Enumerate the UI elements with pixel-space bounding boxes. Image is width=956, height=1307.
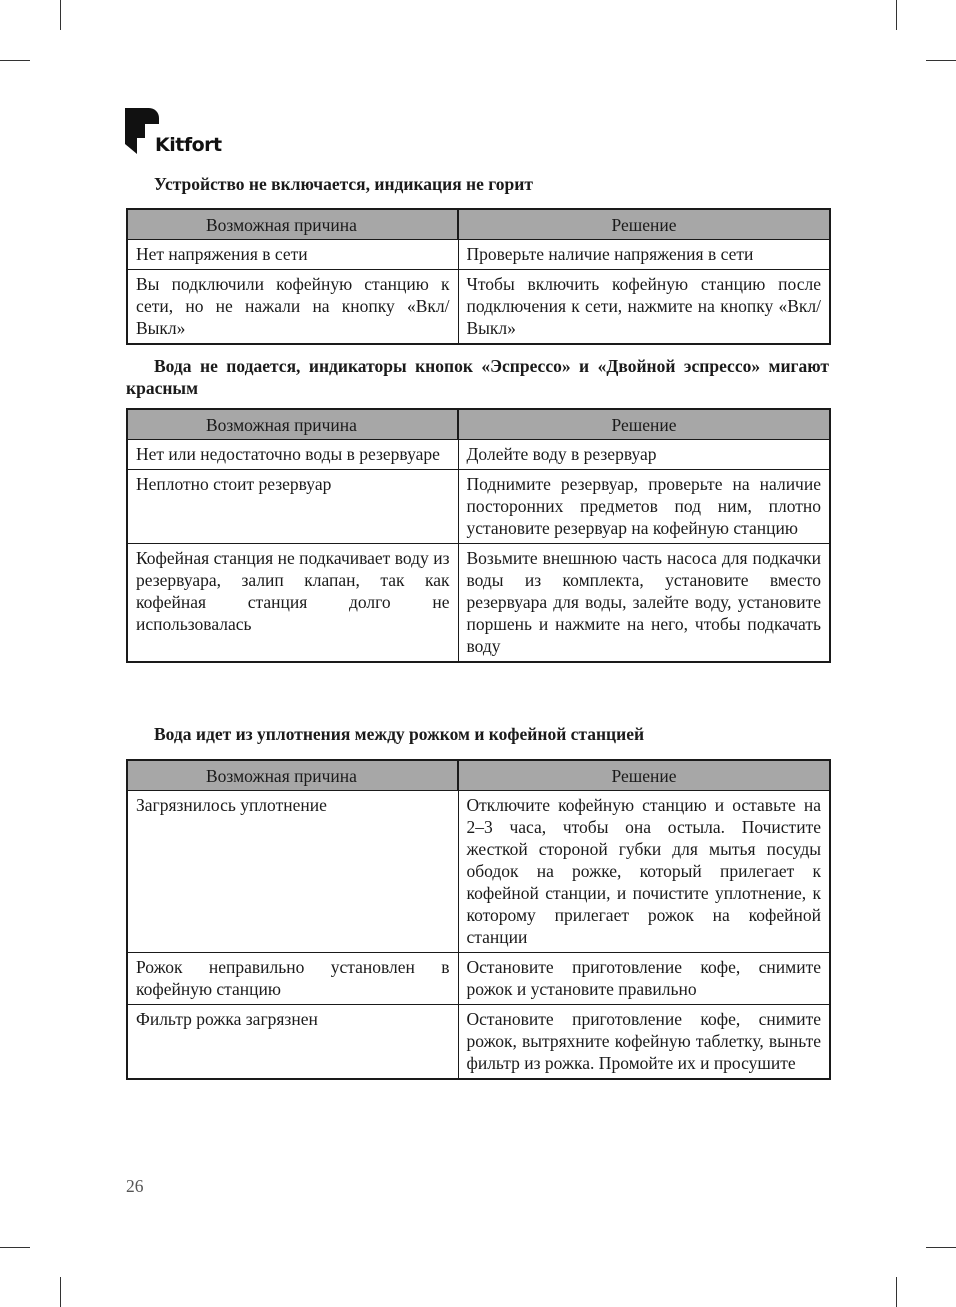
solution-cell: Остановите приготовление кофе, снимите рожок и установите правильно: [458, 953, 830, 1005]
cause-cell: Фильтр рожка загрязнен: [127, 1005, 458, 1080]
troubleshooting-table: [126, 408, 831, 663]
table-row: [127, 791, 830, 953]
table-header-row: [127, 209, 830, 240]
brand-logo: [125, 108, 245, 158]
cause-cell: Рожок неправильно установлен в кофейную станцию: [127, 953, 458, 1005]
solution-cell: Долейте воду в резервуар: [458, 440, 830, 470]
solution-cell: Чтобы включить кофейную станцию после подключения к сети, нажмите на кнопку «Вкл/Выкл»: [458, 270, 830, 345]
troubleshooting-table: [126, 208, 831, 345]
cause-cell: Неплотно стоит резервуар: [127, 470, 458, 544]
cause-cell: Кофейная станция не подкачивает воду из резервуара, залип клапан, так как кофейная станция долго не использовалась: [127, 544, 458, 663]
cause-cell: Загрязнилось уплотнение: [127, 791, 458, 953]
crop-mark: [926, 1247, 956, 1248]
solution-cell: Остановите приготовление кофе, снимите рожок, вытряхните кофейную таблетку, выньте фильтр из рожка. Промойте их и просушите: [458, 1005, 830, 1080]
column-header-cause: Возможная причина: [127, 760, 458, 791]
table-row: [127, 544, 830, 663]
table-row: [127, 440, 830, 470]
crop-mark: [60, 0, 61, 30]
brand-name: Kitfort: [155, 134, 222, 156]
crop-mark: [0, 60, 30, 61]
section-heading: Вода не подается, индикаторы кнопок «Эспрессо» и «Двойной эспрессо» мигают красным: [126, 356, 829, 398]
column-header-solution: Решение: [458, 409, 830, 440]
cause-cell: Нет или недостаточно воды в резервуаре: [127, 440, 458, 470]
crop-mark: [926, 60, 956, 61]
column-header-cause: Возможная причина: [127, 409, 458, 440]
table-header-row: [127, 760, 830, 791]
page-number: 26: [126, 1176, 144, 1196]
crop-mark: [896, 1277, 897, 1307]
table-row: [127, 953, 830, 1005]
troubleshooting-table: [126, 759, 831, 1080]
cause-cell: Нет напряжения в сети: [127, 240, 458, 270]
crop-mark: [896, 0, 897, 30]
table-row: [127, 1005, 830, 1080]
column-header-solution: Решение: [458, 760, 830, 791]
crop-mark: [0, 1247, 30, 1248]
section-heading: Вода идет из уплотнения между рожком и кофейной станцией: [154, 724, 645, 744]
solution-cell: Возьмите внешнюю часть насоса для подкачки воды из комплекта, установите вместо резервуара для воды, залейте воду, установите поршень и нажмите на него, чтобы подкачать воду: [458, 544, 830, 663]
section-heading: Устройство не включается, индикация не горит: [154, 174, 533, 194]
solution-cell: Проверьте наличие напряжения в сети: [458, 240, 830, 270]
cause-cell: Вы подключили кофейную станцию к сети, но не нажали на кнопку «Вкл/Выкл»: [127, 270, 458, 345]
column-header-cause: Возможная причина: [127, 209, 458, 240]
table-row: [127, 270, 830, 345]
table-row: [127, 240, 830, 270]
crop-mark: [60, 1277, 61, 1307]
table-row: [127, 470, 830, 544]
solution-cell: Поднимите резервуар, проверьте на наличие посторонних предметов под ним, плотно установите резервуар на кофейную станцию: [458, 470, 830, 544]
solution-cell: Отключите кофейную станцию и оставьте на 2–3 часа, чтобы она остыла. Почистите жесткой стороной губки для мытья посуды ободок на рожке, который прилегает к кофейной станции, и почистите уплотнение, к которому прилегает рожок на кофейной станции: [458, 791, 830, 953]
column-header-solution: Решение: [458, 209, 830, 240]
table-header-row: [127, 409, 830, 440]
